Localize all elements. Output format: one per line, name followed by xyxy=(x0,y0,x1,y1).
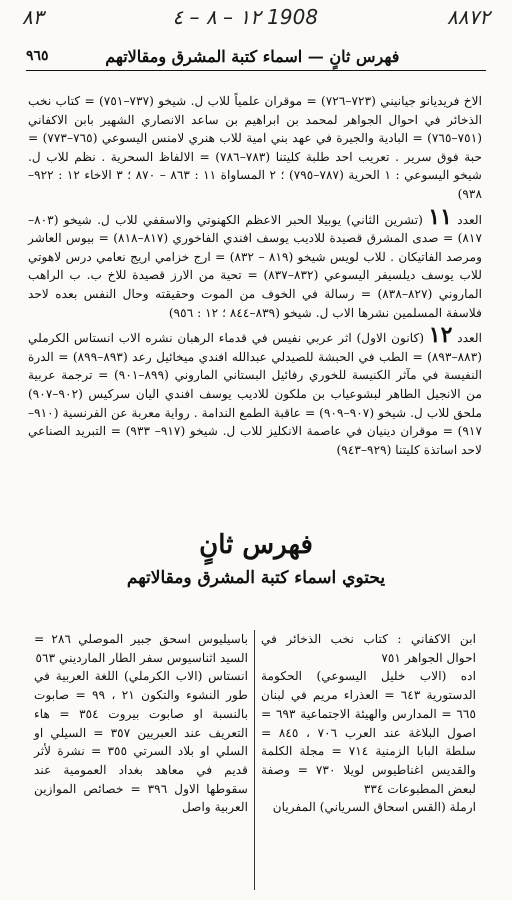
page-number: ٩٦٥ xyxy=(26,48,49,64)
index-body xyxy=(28,92,482,465)
issue-text: (تشرين الثاني) يوبيلا الحبر الاعظم الكهنوتي والاسقفي للاب ل. شيخو (٨٠٣–٨١٧) = صدى المشرق قصيدة للاديب يوسف افندي الفاخوري (٨١٧–٨١٨) = بيوس العاشر ومرصد الفاتيكان . للاب لويس شيخو (٨١٩ – ٨٣٢) = ارج خزامي اريج نعامي درس لاهوتي للاب يوسف ديلسيفر اليسوعي (٨٣٢–٨٣٧) = تحية من الارز قصيدة للاخ ب. ب الراهب الماروني (٨٢٧–٨٣٨) = رسالة في الخوف من الموت وحقيقته وحال النفس بعده لاحد فلاسفة المسلمين نشرها الاب ل. شيخو (٨٣٩–٨٤٤ ؛ ١٢ : ٩٥٦) xyxy=(28,212,483,320)
author-index-columns xyxy=(28,630,482,890)
page-mark-left: ٨٣ xyxy=(22,5,44,29)
running-header xyxy=(26,42,486,71)
index-entry: ابن الاكفاني : كتاب نخب الذخائر في احوال الجواهر ٧٥١ xyxy=(261,632,476,665)
issue-text: (كانون الاول) اثر عربي نفيس في قدماء الرهبان نشره الاب انستاس الكرملي (٨٨٣–٨٩٣) = الطب في الحبشة للصيدلي عبدالله افندي ميخائيل رعد (٨٩٣–٨٩٩) = الدرة النفيسة في مآثر الكنيسة للخوري رفائيل البستاني الماروني (٨٩٩–٩٠١) = ترجمة عربية من الانجيل الطاهر لبشوعياب بن ملكون للاديب يوسف افندي اليان سركيس (٩٠٢–٩٠٧) ملحق للاب ل. شيخو (٩٠٧–٩٠٩) = عاقبة الطمع الندامة . رواية معربة عن الفرنسية (٩١٠–٩١٧) = موقران دينيان في عاصمة الانكليز للاب ل. شيخو (٩١٧– ٩٣٣) = التبريد الصناعي لاحد اساتذة كليتنا (٩٢٩–٩٤٣) xyxy=(28,331,483,457)
issue-number: ١١ xyxy=(428,203,452,230)
issue-label: العدد xyxy=(457,331,483,346)
index-entry: ارملة (القس اسحاق السرياني) المفريان xyxy=(272,800,476,815)
issue-number: ١٢ xyxy=(428,322,453,349)
page-mark-right: ٨٨٧٢ xyxy=(447,5,490,29)
column-left xyxy=(28,630,255,890)
issue-11-paragraph xyxy=(28,203,483,323)
section-subtitle: يحتوي اسماء كتبة المشرق ومقالاتهم xyxy=(126,568,386,588)
page-marks xyxy=(22,4,490,30)
page-mark-center: ١٢ – ٨ – ٤ 1908 xyxy=(172,5,319,29)
intro-paragraph: الاخ فريديانو جيانيني (٧٢٣–٧٢٦) = موقران علمياً للاب ل. شيخو (٧٣٧–٧٥١) = كتاب نخب الذخائر في احوال الجواهر لمحمد بن ابراهيم بن ساعد الانصاري الشهير بابن الاكفاني (٧٥١–٧٦٥) = البادية والجيرة في عهد بني امية للاب هنري لامنس اليسوعي (٧٦٥–٧٧٣) = حبة فوق سرير . تعريب احد طلبة كليتنا (٧٨٣–٧٨٦) = الالفاظ السحرية . نظم للاب ل. شيخو اليسوعي : ١ الحرية (٧٨٧–٧٩٥) ؛ ٢ المساواة ١١ : ٨٦٣ – ٨٧٠ ؛ ٣ الاخاء ١٢ : ٩٢٢–٩٣٨) xyxy=(28,94,483,201)
index-entry: اده (الاب خليل اليسوعي) الحكومة الدستورية ٦٤٣ = العذراء مريم في لبنان ٦٦٥ = المدارس والهيئة الاجتماعية ٦٩٣ = اصول البلاغة عند العرب ٧٠٦ ، ٨٤٥ = سلطة البابا الزمنية ٧١٤ = مجلة الكلمة والقديس اغناطيوس لويلا ٧٣٠ = وصفة لبعض المطبوعات ٣٣٤ xyxy=(261,669,477,796)
issue-label: العدد xyxy=(457,212,483,227)
index-entry: انستاس (الاب الكرملي) اللغة العربية في طور النشوء والتكون ٢١ ، ٩٩ = صابوت بالنسبة او صابوت بيروت ٣٥٤ = هاء التعريف عند العبريين ٣٥٧ = السيلي او السلي او بلاد السرتي ٣٥٥ = نشرة لأثر قديم في معاهد بغداد العمومية عند سقوطها الاول ٣٩٦ = خصائص الموازين العربية واصل xyxy=(34,669,248,815)
issue-12-paragraph xyxy=(28,322,483,459)
running-title: فهرس ثانٍ — اسماء كتبة المشرق ومقالاتهم xyxy=(105,46,400,66)
index-entry: باسيليوس اسحق جبير الموصلي ٢٨٦ = السيد اثناسيوس سفر الطار المارديني ٥٦٣ xyxy=(34,632,248,665)
section-title: فهرس ثانٍ xyxy=(199,530,313,560)
column-right xyxy=(255,630,482,890)
